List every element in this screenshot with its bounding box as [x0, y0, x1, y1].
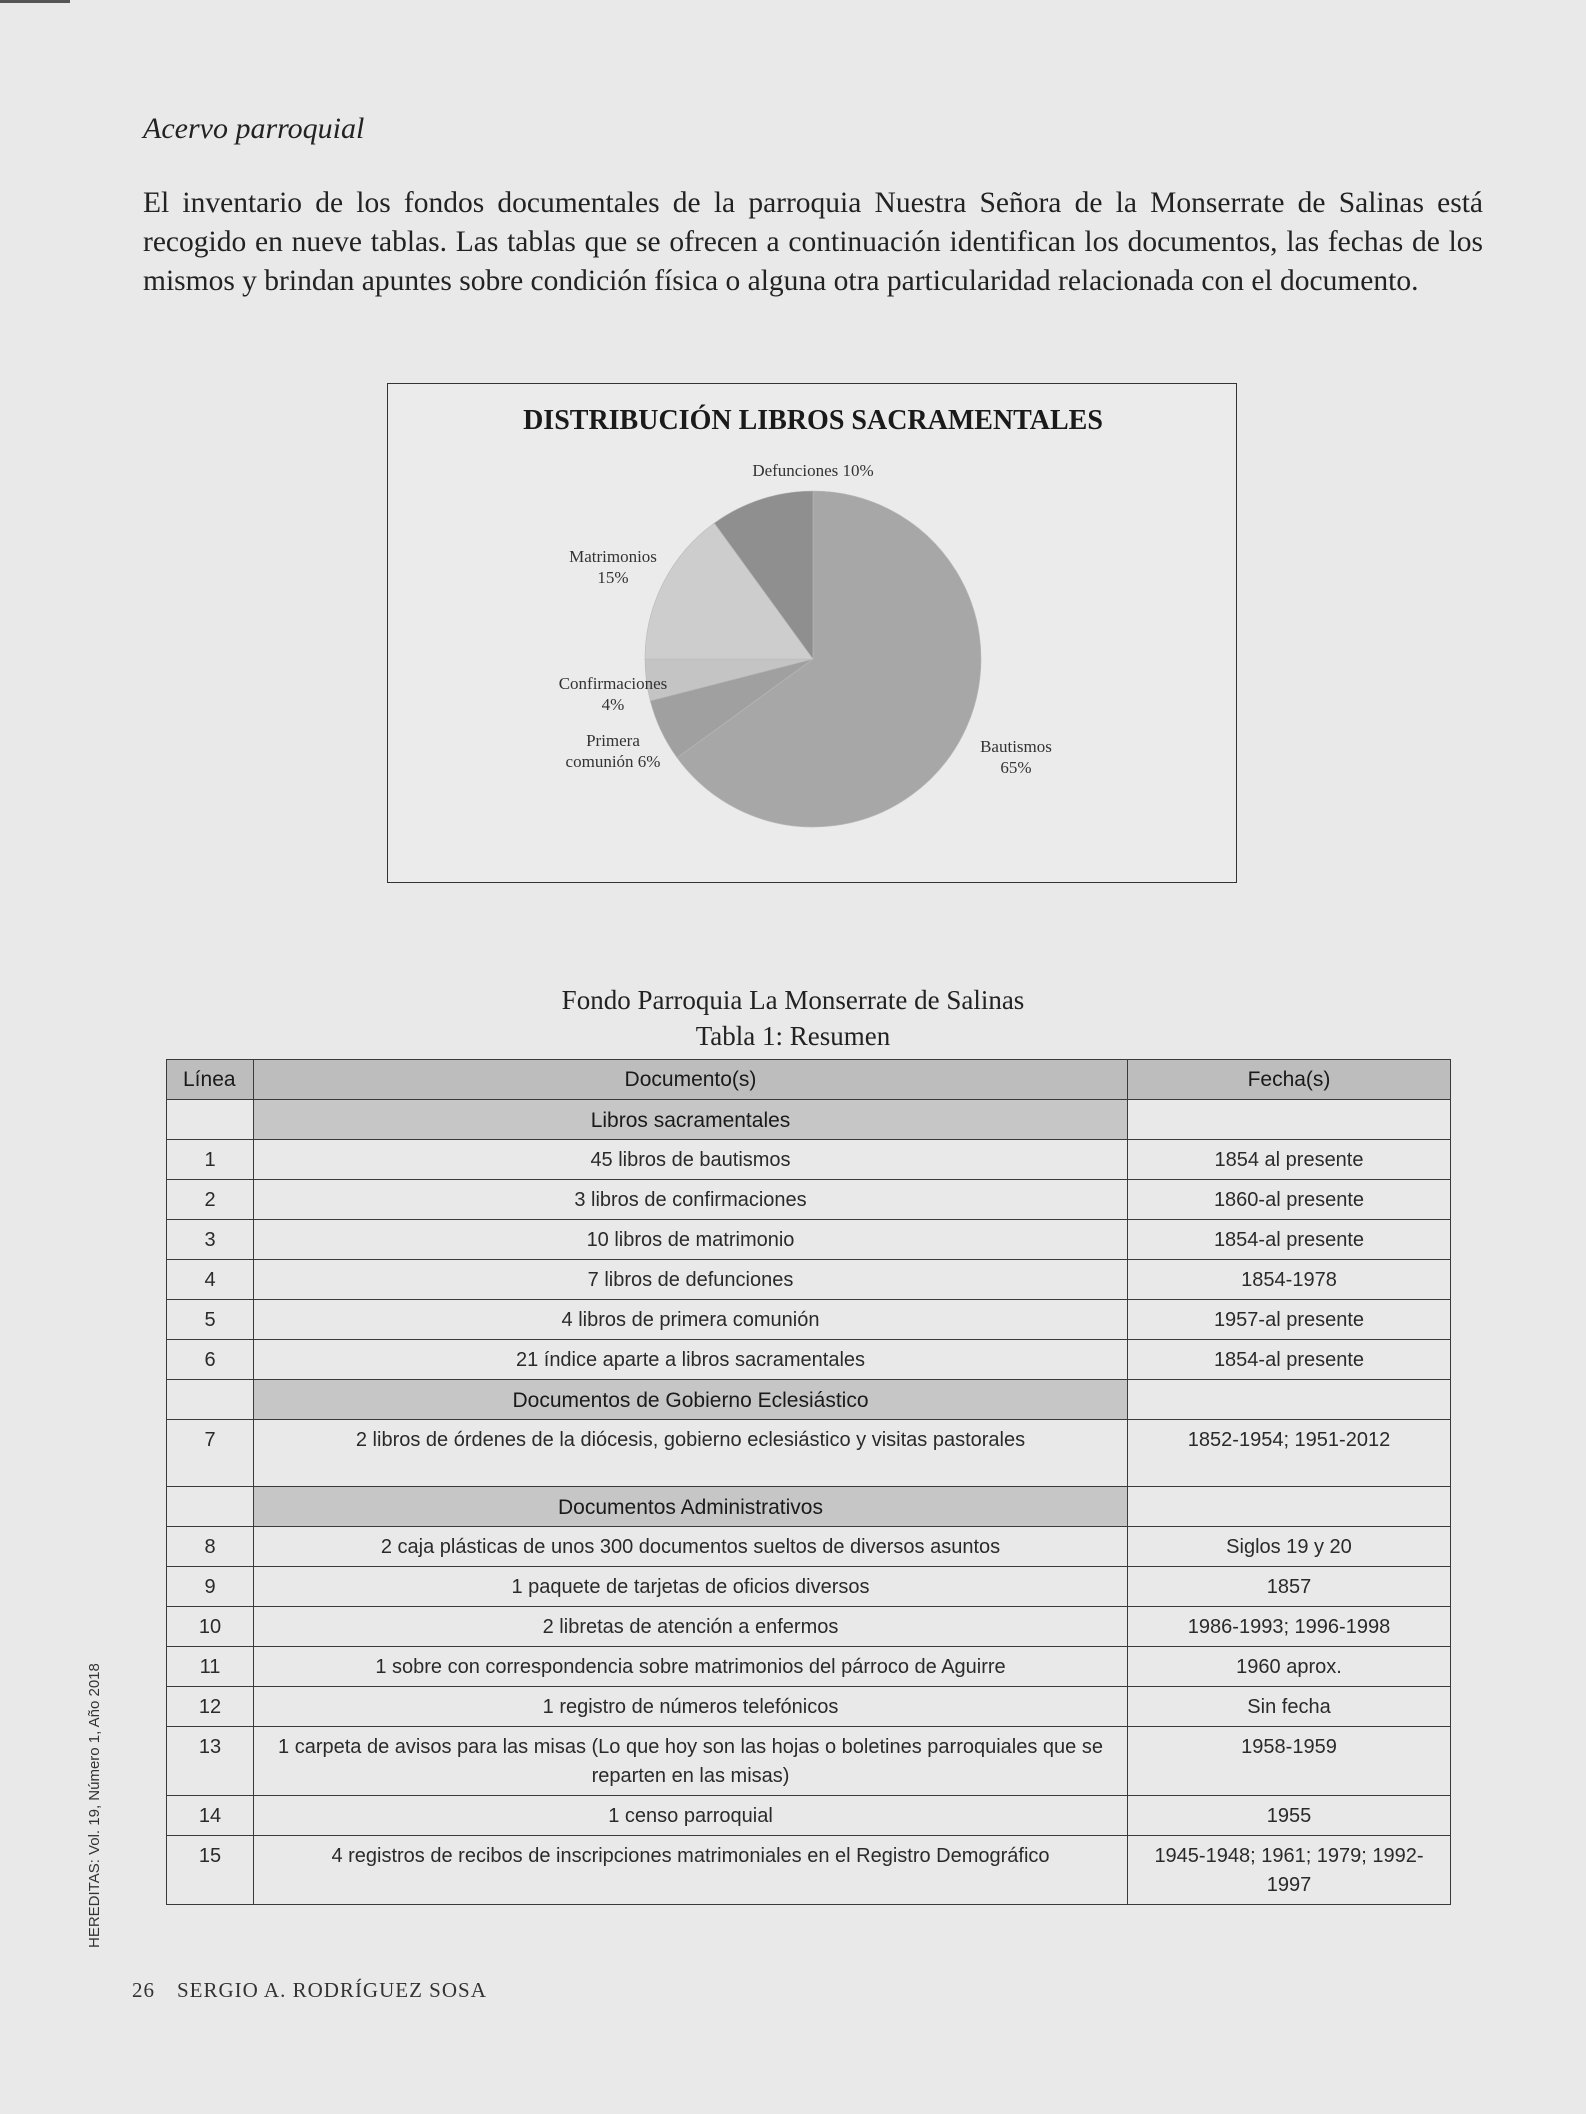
cell-document: 2 caja plásticas de unos 300 documentos sueltos de diversos asuntos [254, 1527, 1128, 1567]
cell-date: 1854-1978 [1128, 1260, 1451, 1300]
group-row-sacramental [167, 1100, 1451, 1140]
header-dates: Fecha(s) [1128, 1060, 1451, 1100]
cell-date: 1955 [1128, 1796, 1451, 1836]
group-title: Documentos de Gobierno Eclesiástico [254, 1380, 1128, 1420]
cell-document: 10 libros de matrimonio [254, 1220, 1128, 1260]
header-line: Línea [167, 1060, 254, 1100]
pie-label-primera-comunión: Primera comunión 6% [565, 731, 661, 771]
cell-date: 1857 [1128, 1567, 1451, 1607]
cell-line: 6 [167, 1340, 254, 1380]
table-row [167, 1796, 1451, 1836]
group-row-government [167, 1380, 1451, 1420]
cell-date: 1854 al presente [1128, 1140, 1451, 1180]
cell-date: 1860-al presente [1128, 1180, 1451, 1220]
journal-side-note: HEREDITAS: Vol. 19, Número 1, Año 2018 [86, 1663, 103, 1948]
table-row [167, 1220, 1451, 1260]
cell-document: 1 sobre con correspondencia sobre matrimonios del párroco de Aguirre [254, 1647, 1128, 1687]
section-title: Acervo parroquial [143, 112, 365, 145]
table-row [167, 1607, 1451, 1647]
page-number: 26 [132, 1978, 155, 2002]
pie-chart-svg [388, 384, 1238, 884]
pie-chart-figure [387, 383, 1237, 883]
author-name: SERGIO A. RODRÍGUEZ SOSA [177, 1978, 487, 2002]
pie-label-defunciones: Defunciones 10% [752, 461, 874, 480]
header-documents: Documento(s) [254, 1060, 1128, 1100]
group-row-administrative [167, 1487, 1451, 1527]
top-edge-line [0, 0, 70, 3]
cell-line: 2 [167, 1180, 254, 1220]
table-row [167, 1140, 1451, 1180]
table-row [167, 1647, 1451, 1687]
table-row [167, 1180, 1451, 1220]
cell-date: 1986-1993; 1996-1998 [1128, 1607, 1451, 1647]
cell-date: 1958-1959 [1128, 1727, 1451, 1796]
cell-date: 1852-1954; 1951-2012 [1128, 1420, 1451, 1487]
cell-line: 3 [167, 1220, 254, 1260]
cell-line: 10 [167, 1607, 254, 1647]
chart-title: DISTRIBUCIÓN LIBROS SACRAMENTALES [523, 405, 1103, 436]
pie-label-bautismos: Bautismos 65% [980, 737, 1052, 777]
page-footer [132, 1978, 487, 2003]
cell-document: 7 libros de defunciones [254, 1260, 1128, 1300]
cell-document: 2 libretas de atención a enfermos [254, 1607, 1128, 1647]
cell-date: 1957-al presente [1128, 1300, 1451, 1340]
cell-date: 1854-al presente [1128, 1220, 1451, 1260]
cell-line: 15 [167, 1836, 254, 1905]
cell-date: 1854-al presente [1128, 1340, 1451, 1380]
cell-line: 11 [167, 1647, 254, 1687]
table-row [167, 1836, 1451, 1905]
table-caption-title: Fondo Parroquia La Monserrate de Salinas [561, 985, 1025, 1015]
cell-document: 1 censo parroquial [254, 1796, 1128, 1836]
cell-date: 1945-1948; 1961; 1979; 1992-1997 [1128, 1836, 1451, 1905]
cell-line: 5 [167, 1300, 254, 1340]
cell-line: 14 [167, 1796, 254, 1836]
cell-line: 7 [167, 1420, 254, 1487]
pie-label-matrimonios: Matrimonios 15% [569, 547, 657, 587]
cell-date: Sin fecha [1128, 1687, 1451, 1727]
cell-document: 1 paquete de tarjetas de oficios diversos [254, 1567, 1128, 1607]
table-header-row [167, 1060, 1451, 1100]
table-row [167, 1420, 1451, 1487]
table-caption-subtitle: Tabla 1: Resumen [695, 1021, 891, 1051]
cell-line: 12 [167, 1687, 254, 1727]
cell-line: 13 [167, 1727, 254, 1796]
cell-document: 3 libros de confirmaciones [254, 1180, 1128, 1220]
table-row [167, 1260, 1451, 1300]
pie-label-confirmaciones: Confirmaciones 4% [558, 674, 668, 714]
cell-line: 9 [167, 1567, 254, 1607]
cell-date: Siglos 19 y 20 [1128, 1527, 1451, 1567]
table-row [167, 1527, 1451, 1567]
cell-document: 1 registro de números telefónicos [254, 1687, 1128, 1727]
cell-date: 1960 aprox. [1128, 1647, 1451, 1687]
intro-paragraph: El inventario de los fondos documentales de la parroquia Nuestra Señora de la Monserrate de Salinas está recogido en nueve tablas. Las tablas que se ofrecen a continuación identifican los documentos, las fechas de los mismos y brindan apuntes sobre condición física o alguna otra particularidad relacionada con el documento. [143, 187, 1483, 297]
cell-line: 1 [167, 1140, 254, 1180]
cell-document: 45 libros de bautismos [254, 1140, 1128, 1180]
table-row [167, 1567, 1451, 1607]
cell-document: 21 índice aparte a libros sacramentales [254, 1340, 1128, 1380]
cell-document: 2 libros de órdenes de la diócesis, gobierno eclesiástico y visitas pastorales [254, 1420, 1128, 1487]
table-row [167, 1340, 1451, 1380]
cell-document: 4 registros de recibos de inscripciones matrimoniales en el Registro Demográfico [254, 1836, 1128, 1905]
group-title: Libros sacramentales [254, 1100, 1128, 1140]
table-row [167, 1727, 1451, 1796]
cell-line: 8 [167, 1527, 254, 1567]
cell-document: 4 libros de primera comunión [254, 1300, 1128, 1340]
group-title: Documentos Administrativos [254, 1487, 1128, 1527]
cell-document: 1 carpeta de avisos para las misas (Lo que hoy son las hojas o boletines parroquiales que se reparten en las misas) [254, 1727, 1128, 1796]
table-row [167, 1300, 1451, 1340]
table-row [167, 1687, 1451, 1727]
summary-table [166, 1059, 1451, 1905]
cell-line: 4 [167, 1260, 254, 1300]
